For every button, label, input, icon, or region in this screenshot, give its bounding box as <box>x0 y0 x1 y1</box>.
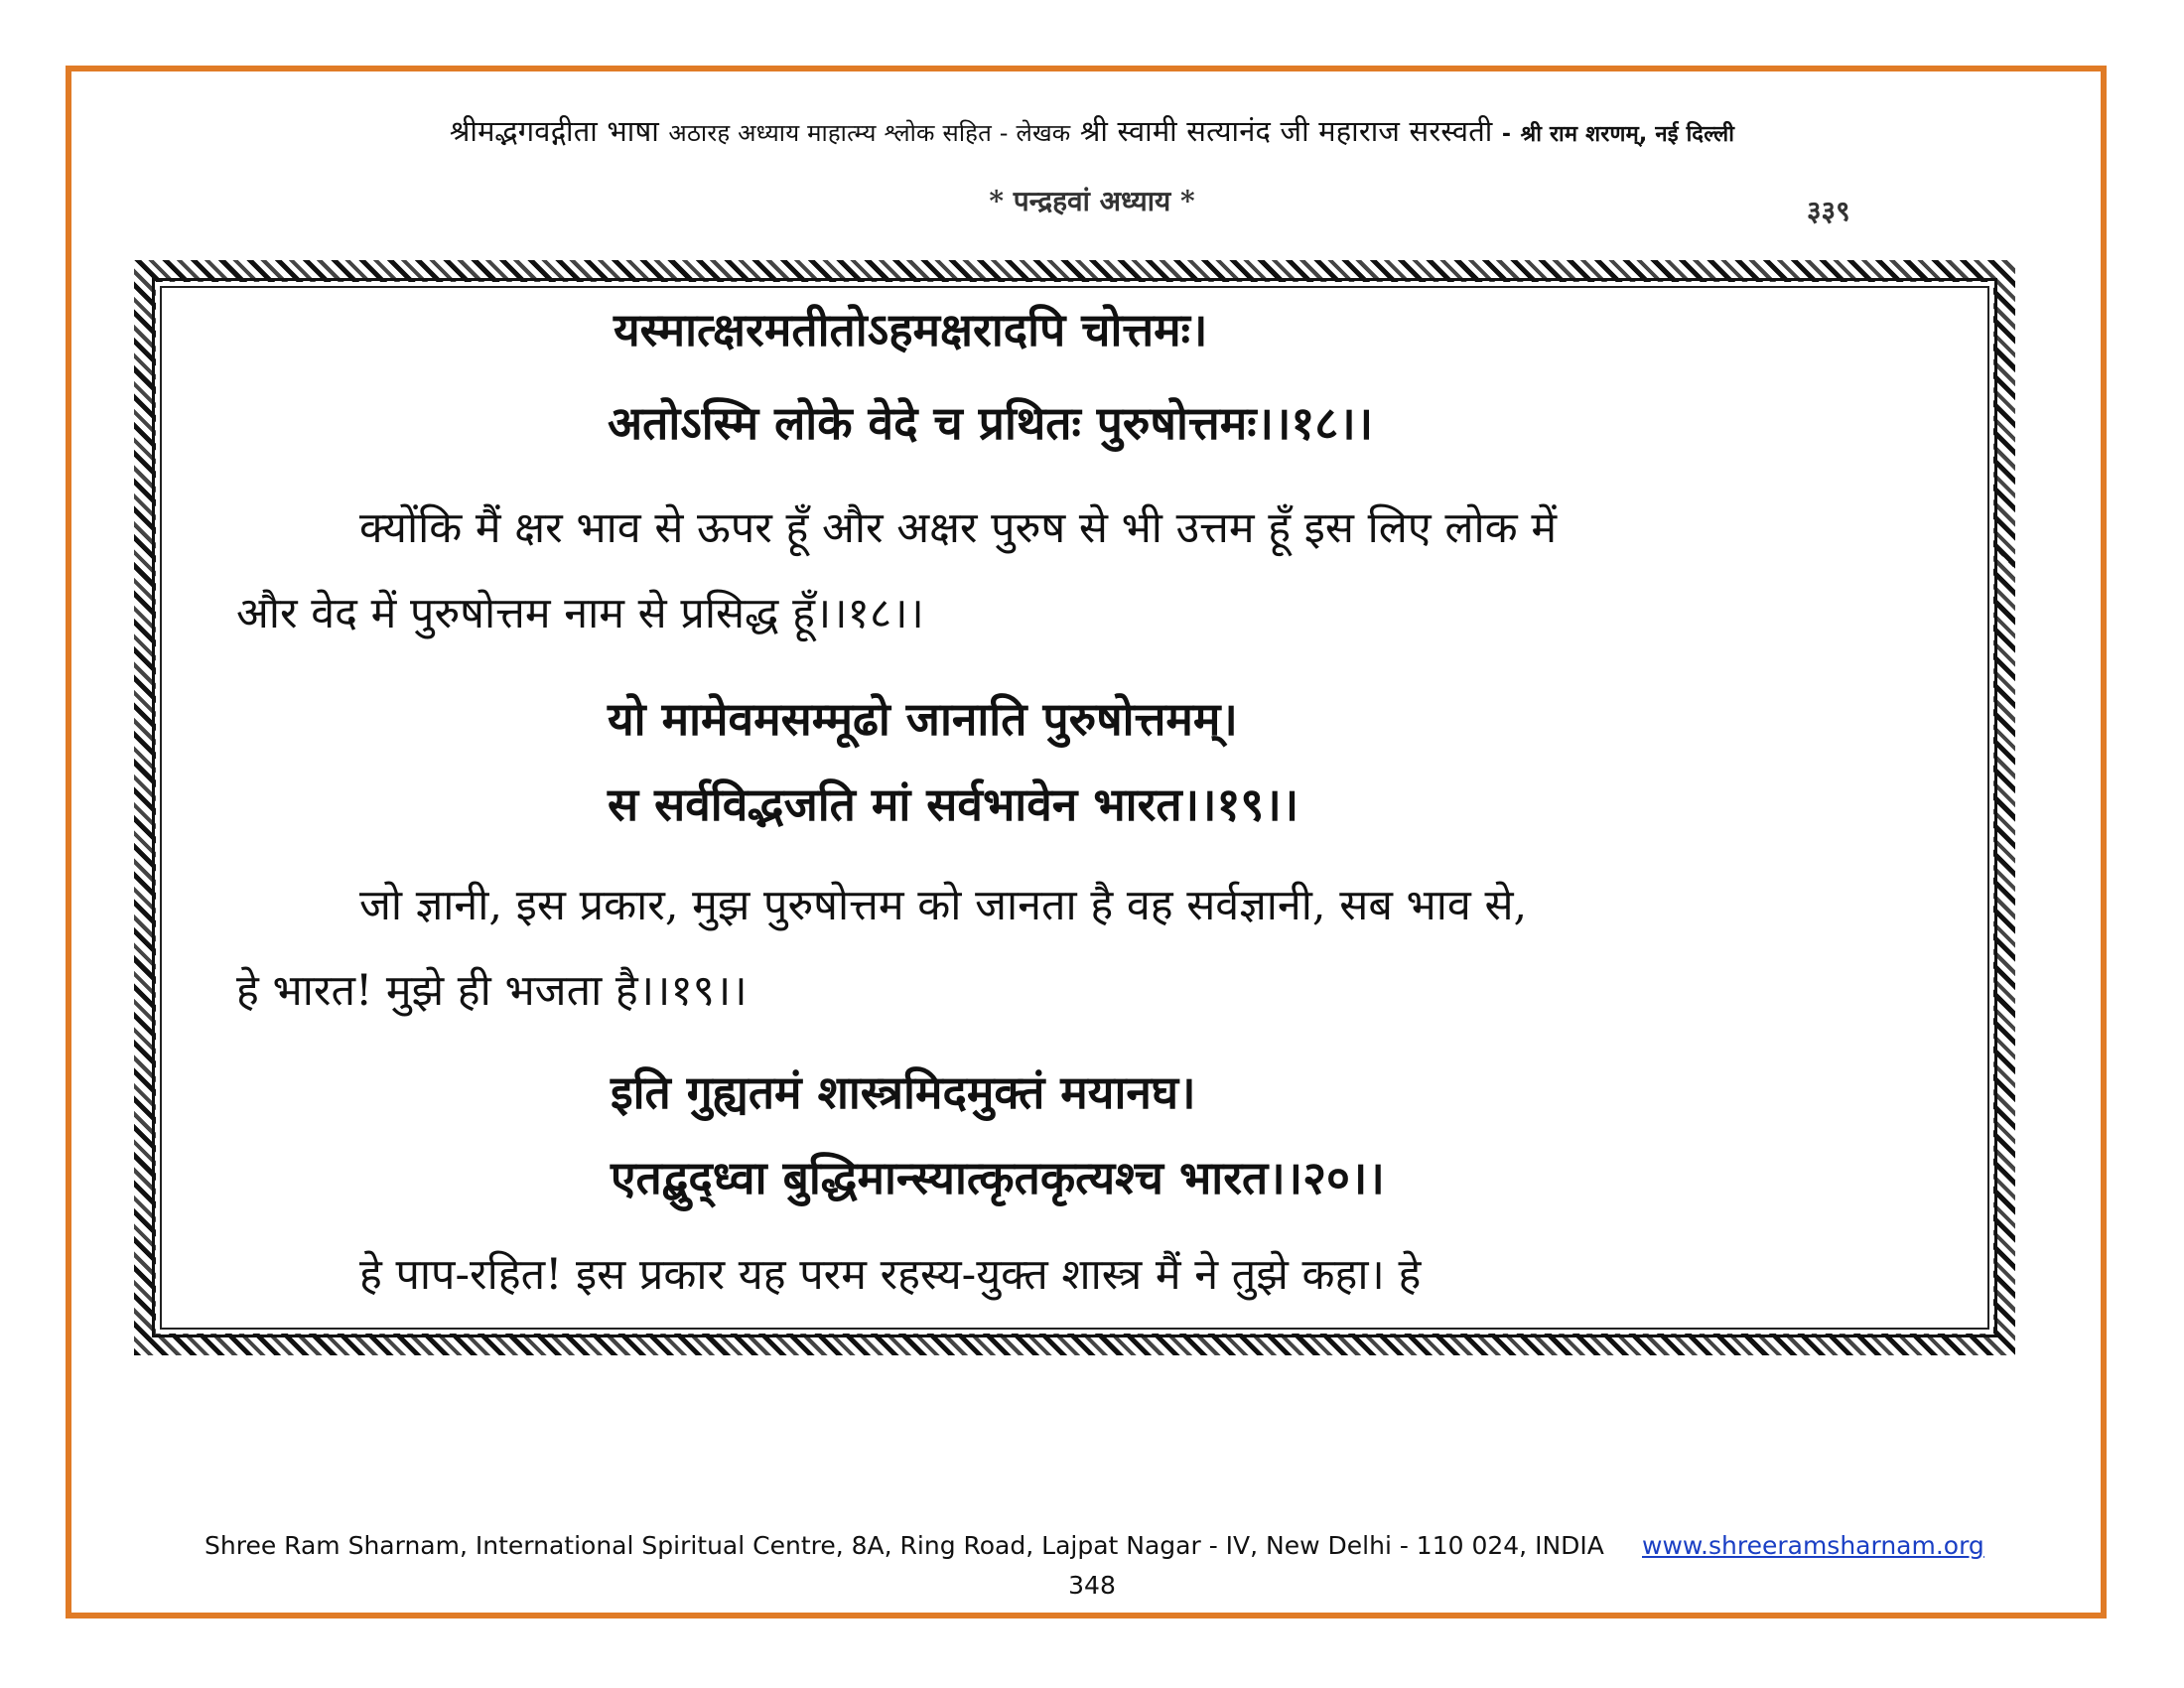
prose-19-line-2: हे भारत! मुझे ही भजता है।।१९।। <box>236 966 748 1016</box>
book-page-number: ३३९ <box>1807 195 1850 227</box>
prose-20-line-1: हे पाप-रहित! इस प्रकार यह परम रहस्य-युक्त शास्त्र मैं ने तुझे कहा। हे <box>359 1250 1422 1300</box>
shloka-19-line-2: स सर्वविद्भजति मां सर्वभावेन भारत।।१९।। <box>608 777 1299 831</box>
header-author: श्री स्वामी सत्यानंद जी महाराज सरस्वती <box>1079 114 1493 148</box>
shloka-20-line-2: एतद्बुद्ध्वा बुद्धिमान्स्यात्कृतकृत्यश्च भारत।।२०।। <box>611 1151 1385 1204</box>
header-separator: - <box>1501 122 1512 147</box>
prose-18-line-2: और वेद में पुरुषोत्तम नाम से प्रसिद्ध हूँ।।१८।। <box>236 589 924 638</box>
prose-18-line-1: क्योंकि मैं क्षर भाव से ऊपर हूँ और अक्षर पुरुष से भी उत्तम हूँ इस लिए लोक में <box>359 503 1558 553</box>
shloka-20-line-1: इति गुह्यतमं शास्त्रमिदमुक्तं मयानघ। <box>611 1065 1196 1119</box>
shloka-18-line-1: यस्मात्क्षरमतीतोऽहमक्षरादपि चोत्तमः। <box>614 303 1208 356</box>
document-header <box>99 111 2085 150</box>
header-publisher: श्री राम शरणम्, नई दिल्ली <box>1520 122 1735 147</box>
website-link[interactable]: www.shreeramsharnam.org <box>1642 1531 1984 1560</box>
header-title-sub: अठारह अध्याय माहात्म्य श्लोक सहित - लेखक <box>668 119 1071 147</box>
footer-address: Shree Ram Sharnam, International Spiritual Centre, 8A, Ring Road, Lajpat Nagar - IV, New Delhi - 110 024, INDIA <box>205 1531 1604 1560</box>
chapter-title: * पन्द्रहवां अध्याय * <box>989 185 1195 217</box>
prose-19-line-1: जो ज्ञानी, इस प्रकार, मुझ पुरुषोत्तम को जानता है वह सर्वज्ञानी, सब भाव से, <box>359 881 1528 930</box>
footer-page-number: 348 <box>1068 1571 1116 1600</box>
header-title-main: श्रीमद्भगवद्गीता भाषा <box>449 114 659 148</box>
shloka-18-line-2: अतोऽस्मि लोके वेदे च प्रथितः पुरुषोत्तमः।।१८।। <box>608 396 1374 450</box>
shloka-19-line-1: यो मामेवमसम्मूढो जानाति पुरुषोत्तमम्। <box>608 692 1238 746</box>
